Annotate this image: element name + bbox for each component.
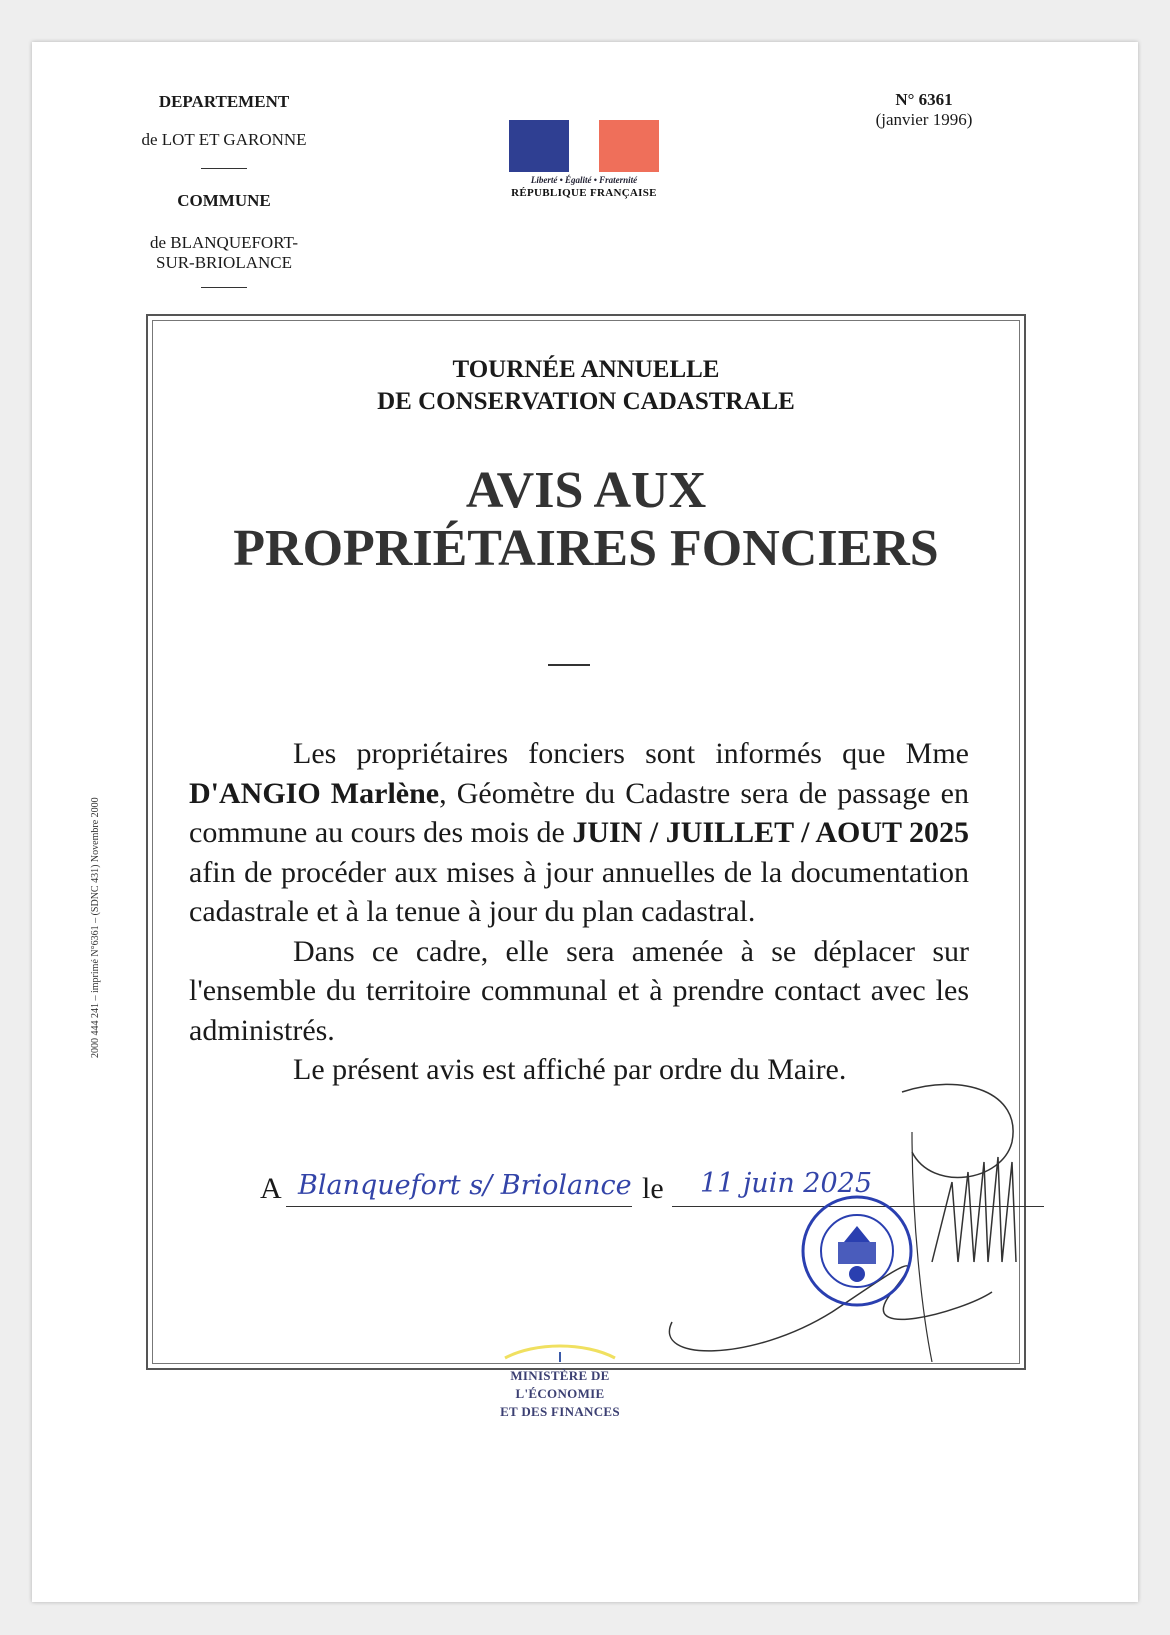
paragraph-2: Dans ce cadre, elle sera amenée à se déplacer sur l'ensemble du territoire communal et à prendre contact avec les administrés. [189,934,969,1047]
subtitle-line-1: TOURNÉE ANNUELLE [452,356,720,383]
ministry-line-1: MINISTÈRE DE L'ÉCONOMIE [510,1368,610,1401]
marianne-flag-icon [509,120,659,172]
header-right [854,90,994,130]
commune-name-line-2: SUR-BRIOLANCE [155,253,292,272]
title-line-1: AVIS AUX [465,462,707,519]
place-prefix: A [260,1172,282,1205]
form-number: N° 6361 [895,90,953,109]
divider [201,168,247,169]
paragraph-1: Les propriétaires fonciers sont informés que Mme D'ANGIO Marlène, Géomètre du Cadastre sera de passage en commune au cours des mois de JUIN / JUILLET / AOUT 2025 afin de procéder aux mises à jour annuelles de la documentation cadastrale et à la tenue à jour du plan cadastral. [189,737,969,928]
header-left [124,92,324,296]
paragraph-3: Le présent avis est affiché par ordre du Maire. [293,1053,847,1086]
date-prefix: le [642,1172,664,1205]
departement-name: de LOT ET GARONNE [141,130,307,149]
notice-title [146,462,1026,578]
town-hall-seal [798,1192,916,1310]
notice-subtitle [146,354,1026,418]
title-line-2: PROPRIÉTAIRES FONCIERS [233,520,939,577]
visit-months: JUIN / JUILLET / AOUT 2025 [572,816,969,849]
surveyor-name: D'ANGIO Marlène [189,776,440,810]
form-date: (janvier 1996) [875,110,973,129]
republique-francaise-logo [504,120,664,199]
departement-label: DEPARTEMENT [158,92,290,111]
title-separator [548,664,590,666]
handwritten-date: 11 juin 2025 [700,1168,873,1199]
ministry-line-2: ET DES FINANCES [500,1404,620,1419]
commune-name-line-1: de BLANQUEFORT- [149,233,299,252]
divider [201,287,247,288]
handwritten-place: Blanquefort s/ Briolance [298,1170,632,1201]
logo-motto: Liberté • Égalité • Fraternité [530,175,638,185]
print-reference: 2000 444 241 – imprimé N°6361 – (SDNC 431) Novembre 2000 [90,797,101,1058]
subtitle-line-2: DE CONSERVATION CADASTRALE [377,388,795,415]
logo-republic: RÉPUBLIQUE FRANÇAISE [511,187,657,199]
ministry-arc-icon [500,1340,620,1362]
commune-label: COMMUNE [177,191,271,210]
notice-body [189,734,969,1090]
ministry-logo [470,1340,650,1421]
